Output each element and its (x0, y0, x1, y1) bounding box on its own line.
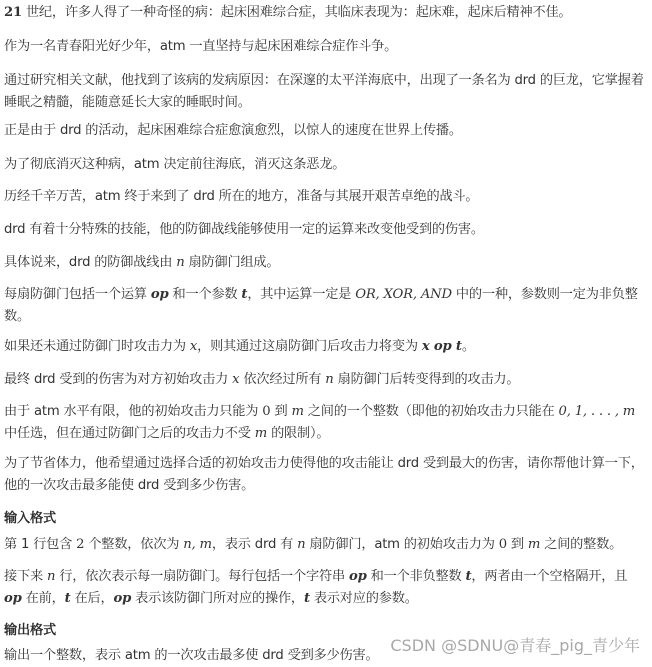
paragraph-input-line1: 第 1 行包含 2 个整数，依次为 n, m，表示 drd 有 n 扇防御门，atm 的初始攻击力为 0 到 m 之间的整数。 (4, 537, 623, 552)
paragraph-cause: 通过研究相关文献，他找到了该病的发病原因：在深邃的太平洋海底中，出现了一条名为 drd 的巨龙，它掌握着睡眠之精髓，能随意延长大家的睡眠时间。 (4, 73, 644, 110)
paragraph-intro: 21 世纪，许多人得了一种奇怪的病：起床困难综合症，其临床表现为：起床难，起床后精神不佳。 (4, 5, 572, 20)
csdn-watermark: CSDN @SDNU@青春_pig_青少年 (390, 636, 640, 655)
paragraph-transform: 如果还未通过防御门时攻击力为 x，则其通过这扇防御门后攻击力将变为 x op t。 (4, 339, 475, 354)
paragraph-journey: 历经千辛万苦，atm 终于来到了 drd 所在的地方，准备与其展开艰苦卓绝的战斗。 (4, 189, 479, 204)
paragraph-gate-def: 每扇防御门包括一个运算 op 和一个参数 t，其中运算一定是 OR, XOR, AND 中的一种，参数则一定为非负整数。 (4, 287, 638, 324)
paragraph-output: 输出一个整数，表示 atm 的一次攻击最多使 drd 受到多少伤害。 (4, 648, 379, 663)
paragraph-defense: drd 有着十分特殊的技能，他的防御战线能够使用一定的运算来改变他受到的伤害。 (4, 222, 484, 237)
paragraph-decision: 为了彻底消灭这种病，atm 决定前往海底，消灭这条恶龙。 (4, 157, 346, 172)
paragraph-spread: 正是由于 drd 的活动，起床困难综合症愈演愈烈，以惊人的速度在世界上传播。 (4, 123, 462, 138)
paragraph-gates: 具体说来，drd 的防御战线由 n 扇防御门组成。 (4, 255, 280, 270)
output-format-heading: 输出格式 (4, 623, 56, 638)
paragraph-damage: 最终 drd 受到的伤害为对方初始攻击力 x 依次经过所有 n 扇防御门后转变得到的攻击力。 (4, 372, 520, 387)
paragraph-goal: 为了节省体力，他希望通过选择合适的初始攻击力使得他的攻击能让 drd 受到最大的伤害，请你帮他计算一下，他的一次攻击最多能使 drd 受到多少伤害。 (4, 456, 644, 493)
paragraph-atm: 作为一名青春阳光好少年，atm 一直坚持与起床困难综合症作斗争。 (4, 39, 398, 54)
input-format-heading: 输入格式 (4, 511, 56, 526)
paragraph-input-lines: 接下来 n 行，依次表示每一扇防御门。每行包括一个字符串 op 和一个非负整数 t，两者由一个空格隔开，且 op 在前，t 在后，op 表示该防御门所对应的操作，t 表示对应的参数。 (4, 569, 628, 606)
paragraph-constraint: 由于 atm 水平有限，他的初始攻击力只能为 0 到 m 之间的一个整数（即他的初始攻击力只能在 0, 1, . . . , m 中任选，但在通过防御门之后的攻击力不受 m 的限制）。 (4, 404, 636, 441)
